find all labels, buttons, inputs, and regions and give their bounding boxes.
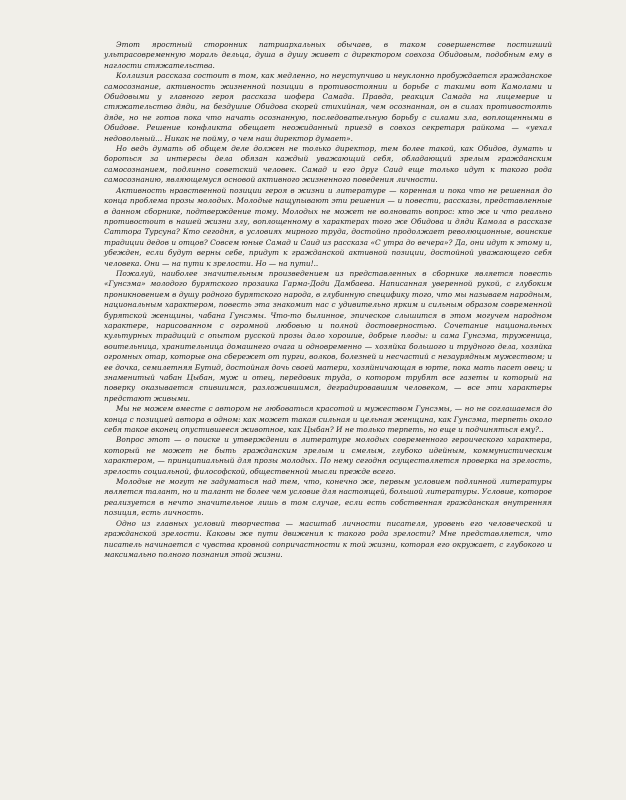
paragraph-9: Одно из главных условий творчества — масштаб личности писателя, уровень его человеческой и гражданской зрелости. Каковы же пути движения к такого рода зрелости? Мне представляется, что писатель начинается с чувства кровной сопричастности к той жизни, которая его окружает, с глубокого и максимально полного познания этой жизни. [104, 518, 552, 559]
paragraph-4: Активность нравственной позиции героя в жизни и литературе — коренная и пока что не решенная до конца проблема прозы молодых. Молодые нащупывают эти решения — и повести, рассказы, представленные в данном сборнике, подтверждение тому. Молодых не может не волновать вопрос: кто же и что реально противостоит в нашей жизни злу, воплощенному в характерах того же Обидова и дяди Камола в рассказе Саттора Турсуна? Кто сегодня, в условиях мирного труда, достойно продолжает революционные, воинские традиции дедов и отцов? Совсем юные Самад и Саид из рассказа «С утра до вечера»? Да, они идут к этому и, убежден, если будут верны себе, придут к гражданской активной позиции, достойной уважающего себя человека. Они — на пути к зрелости. Но — на пути!.. [104, 185, 552, 268]
paragraph-7: Вопрос этот — о поиске и утверждении в литературе молодых современного героического характера, который не может не быть гражданским зрелым и смелым, глубоко идейным, коммунистическим характером, — принципиальный для прозы молодых. По нему сегодня осуществляется проверка на зрелость, зрелость социальной, философской, общественной мысли прежде всего. [104, 435, 552, 476]
paragraph-8: Молодые не могут не задуматься над тем, что, конечно же, первым условием подлинной литературы является талант, но и талант не более чем условие для настоящей, большой литературы. Условие, которое реализуется в нечто значительное лишь в том случае, если есть собственная гражданская внутренняя позиция, есть личность. [104, 477, 552, 518]
paragraph-1: Этот яростный сторонник патриархальных обычаев, в таком совершенстве постигший ультрасовременную мораль дельца, душа в душу живет с директором совхоза Обидовым, подобным ему в наглости стяжательства. [104, 40, 552, 70]
paragraph-2: Коллизия рассказа состоит в том, как медленно, но неуступчиво и неуклонно пробуждается гражданское самосознание, активность жизненной позиции в противостоянии и борьбе с такими вот Камолами и Обидовыми у главного героя рассказа шофера Самада. Правда, реакция Самада на лицемерие и стяжательство дяди, на бездушие Обидова скорей стихийная, чем осознанная, он в силах противостоять дяде, но не готов пока что начать осознанную, последовательную борьбу с силами зла, воплощенными в Обидове. Решение конфликта обещает неожиданный приезд в совхоз секретаря райкома — «уехал недовольный... Никак не пойму, о чем наш директор думает». [104, 71, 552, 143]
paragraph-6: Мы не можем вместе с автором не любоваться красотой и мужеством Гунсэмы, — но не соглашаемся до конца с позицией автора в одном: как может такая сильная и цельная женщина, как Гунсэма, терпеть около себя такое вконец опустившееся животное, как Цыбан? И не только терпеть, но еще и подчиняться ему?.. [104, 404, 552, 435]
paragraph-5: Пожалуй, наиболее значительным произведением из представленных в сборнике является повесть «Гунсэма» молодого бурятского прозаика Гарма-Доди Дамбаева. Написанная уверенной рукой, с глубоким проникновением в душу родного бурятского народа, в глубинную специфику того, что мы называем народным, национальным характером, повесть эта знакомит нас с удивительно ярким и сильным образом современной бурятской женщины, чабана Гунсэмы. Что-то былинное, эпическое слышится в этом могучем народном характере, нарисованном с огромной любовью и полной достоверностью. Сочетание национальных культурных традиций с опытом русской прозы дало хорошие, добрые плоды: и сама Гунсэма, труженица, воительница, хранительница домашнего очага и одновременно — хозяйка большого и трудного дела, хозяйка огромных отар, которые она сбережет от пурги, волков, болезней и несчастий с незаурядным мужеством; и ее дочка, семилетняя Бутид, достойная дочь своей матери, хозяйничающая в юрте, пока мать пасет овец; и знаменитый чабан Цыбан, муж и отец, передовик труда, о котором трубят все газеты и который на поверку оказывается спившимся, разложившимся, деградировавшим человеком, — все эти характеры предстают живыми. [104, 268, 552, 403]
body-text [104, 40, 552, 560]
paragraph-3: Но ведь думать об общем деле должен не только директор, тем более такой, как Обидов, думать и бороться за интересы дела обязан каждый уважающий себя, обладающий зрелым гражданским самосознанием, подлинно советский человек. Самад и его друг Саид еще только идут к такого рода самосознанию, являющемуся основой активного жизненного поведения личности. [104, 144, 552, 185]
